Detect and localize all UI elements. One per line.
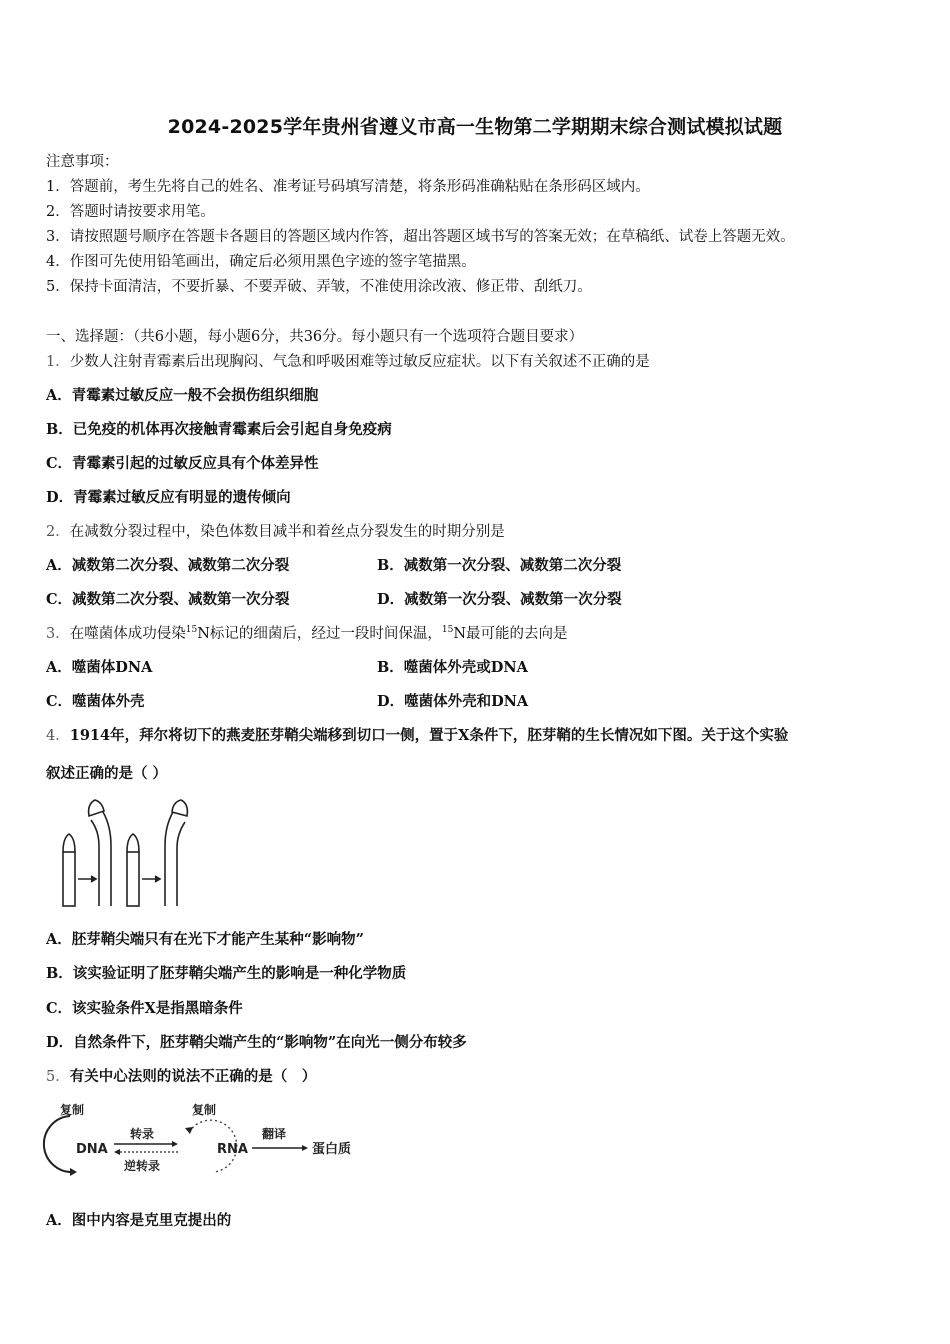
bent-coleoptile: [91, 812, 111, 906]
question-number: 2．: [46, 524, 70, 540]
q3-option-c[interactable]: C．噬菌体外壳: [46, 693, 145, 710]
q3-option-d[interactable]: D．噬菌体外壳和DNA: [377, 693, 529, 710]
central-dogma-diagram: [44, 1098, 374, 1180]
q3-option-b[interactable]: B．噬菌体外壳或DNA: [377, 659, 528, 676]
q1-option-d[interactable]: D．青霉素过敏反应有明显的遗传倾向: [46, 489, 291, 506]
isotope-superscript: 15: [441, 625, 454, 635]
question-4-stem-cont: 叙述正确的是（ ）: [46, 765, 168, 782]
q2-option-c[interactable]: C．减数第二次分裂、减数第一次分裂: [46, 591, 290, 608]
question-stem: 有关中心法则的说法不正确的是（ ）: [69, 1068, 317, 1085]
question-stem-end: N最可能的去向是: [453, 626, 568, 642]
q4-option-d[interactable]: D．自然条件下，胚芽鞘尖端产生的“影响物”在向光一侧分布较多: [46, 1034, 467, 1051]
translation-label: 翻译: [262, 1127, 287, 1141]
question-stem: 在噬菌体成功侵染: [69, 626, 186, 642]
arrowhead: [185, 1127, 193, 1134]
q1-option-c[interactable]: C．青霉素引起的过敏反应具有个体差异性: [46, 455, 319, 472]
question-3: [46, 624, 568, 644]
question-stem: 在减数分裂过程中，染色体数目减半和着丝点分裂发生的时期分别是: [69, 524, 505, 540]
notice-item: 4．作图可先使用铅笔画出，确定后必须用黑色字迹的签字笔描黑。: [46, 254, 476, 270]
section-heading: 一、选择题：（共6小题，每小题6分，共36分。每小题只有一个选项符合题目要求）: [46, 329, 584, 345]
coleoptile-stem: [127, 852, 139, 906]
arrowhead: [114, 1149, 120, 1155]
rna-label: RNA: [217, 1142, 248, 1157]
q3-option-a[interactable]: A．噬菌体DNA: [46, 659, 153, 676]
question-4: [46, 726, 788, 746]
q5-option-a[interactable]: A．图中内容是克里克提出的: [46, 1212, 232, 1229]
coleoptile-diagram: [55, 796, 205, 911]
notice-item: 2．答题时请按要求用笔。: [46, 204, 215, 220]
reverse-transcription-label: 逆转录: [124, 1159, 161, 1173]
displaced-tip: [89, 800, 104, 816]
q2-option-b[interactable]: B．减数第一次分裂、减数第二次分裂: [377, 557, 622, 574]
q4-option-c[interactable]: C．该实验条件X是指黑暗条件: [46, 1000, 243, 1017]
coleoptile-stem: [63, 852, 75, 906]
arrowhead: [91, 876, 96, 882]
notice-heading: 注意事项：: [46, 154, 119, 170]
transcription-label: 转录: [130, 1127, 155, 1141]
q1-option-b[interactable]: B．已免疫的机体再次接触青霉素后会引起自身免疫病: [46, 421, 392, 438]
notice-item: 1．答题前，考生先将自己的姓名、准考证号码填写清楚，将条形码准确粘贴在条形码区域内。: [46, 179, 650, 195]
question-5: [46, 1067, 316, 1087]
question-number: 3．: [46, 626, 70, 642]
question-stem: 1914年，拜尔将切下的燕麦胚芽鞘尖端移到切口一侧，置于X条件下，胚芽鞘的生长情况如下图。关于这个实验: [69, 727, 789, 744]
arrowhead: [70, 1168, 77, 1176]
question-number: 5．: [46, 1069, 70, 1085]
arrowhead: [302, 1145, 308, 1151]
question-number: 1．: [46, 354, 70, 370]
q2-option-a[interactable]: A．减数第二次分裂、减数第二次分裂: [46, 557, 290, 574]
q4-option-a[interactable]: A．胚芽鞘尖端只有在光下才能产生某种“影响物”: [46, 931, 364, 948]
question-stem: 少数人注射青霉素后出现胸闷、气急和呼吸困难等过敏反应症状。以下有关叙述不正确的是: [69, 354, 650, 370]
dna-replication-loop: [44, 1116, 74, 1172]
notice-item: 3．请按照题号顺序在答题卡各题目的答题区域内作答，超出答题区域书写的答案无效；在草稿纸、试卷上答题无效。: [46, 229, 795, 245]
protein-label: 蛋白质: [312, 1142, 352, 1157]
replication-label: 复制: [60, 1103, 85, 1117]
isotope-superscript: 15: [185, 625, 198, 635]
displaced-tip: [172, 800, 187, 816]
question-2: [46, 522, 505, 542]
q4-option-b[interactable]: B．该实验证明了胚芽鞘尖端产生的影响是一种化学物质: [46, 965, 407, 982]
page-title: 2024-2025学年贵州省遵义市高一生物第二学期期末综合测试模拟试题: [167, 116, 783, 138]
notice-item: 5．保持卡面清洁，不要折暴、不要弄破、弄皱，不准使用涂改液、修正带、刮纸刀。: [46, 279, 592, 295]
bent-coleoptile: [165, 812, 185, 906]
question-number: 4．: [46, 728, 70, 744]
question-1: [46, 352, 650, 372]
rna-replication-label: 复制: [192, 1103, 217, 1117]
question-stem-mid: N标记的细菌后，经过一段时间保温，: [197, 626, 442, 642]
coleoptile-tip: [63, 834, 75, 852]
dna-label: DNA: [76, 1142, 108, 1157]
q2-option-d[interactable]: D．减数第一次分裂、减数第一次分裂: [377, 591, 622, 608]
q1-option-a[interactable]: A．青霉素过敏反应一般不会损伤组织细胞: [46, 387, 319, 404]
arrowhead: [172, 1141, 178, 1147]
offset-tip: [127, 834, 139, 852]
arrowhead: [155, 876, 160, 882]
